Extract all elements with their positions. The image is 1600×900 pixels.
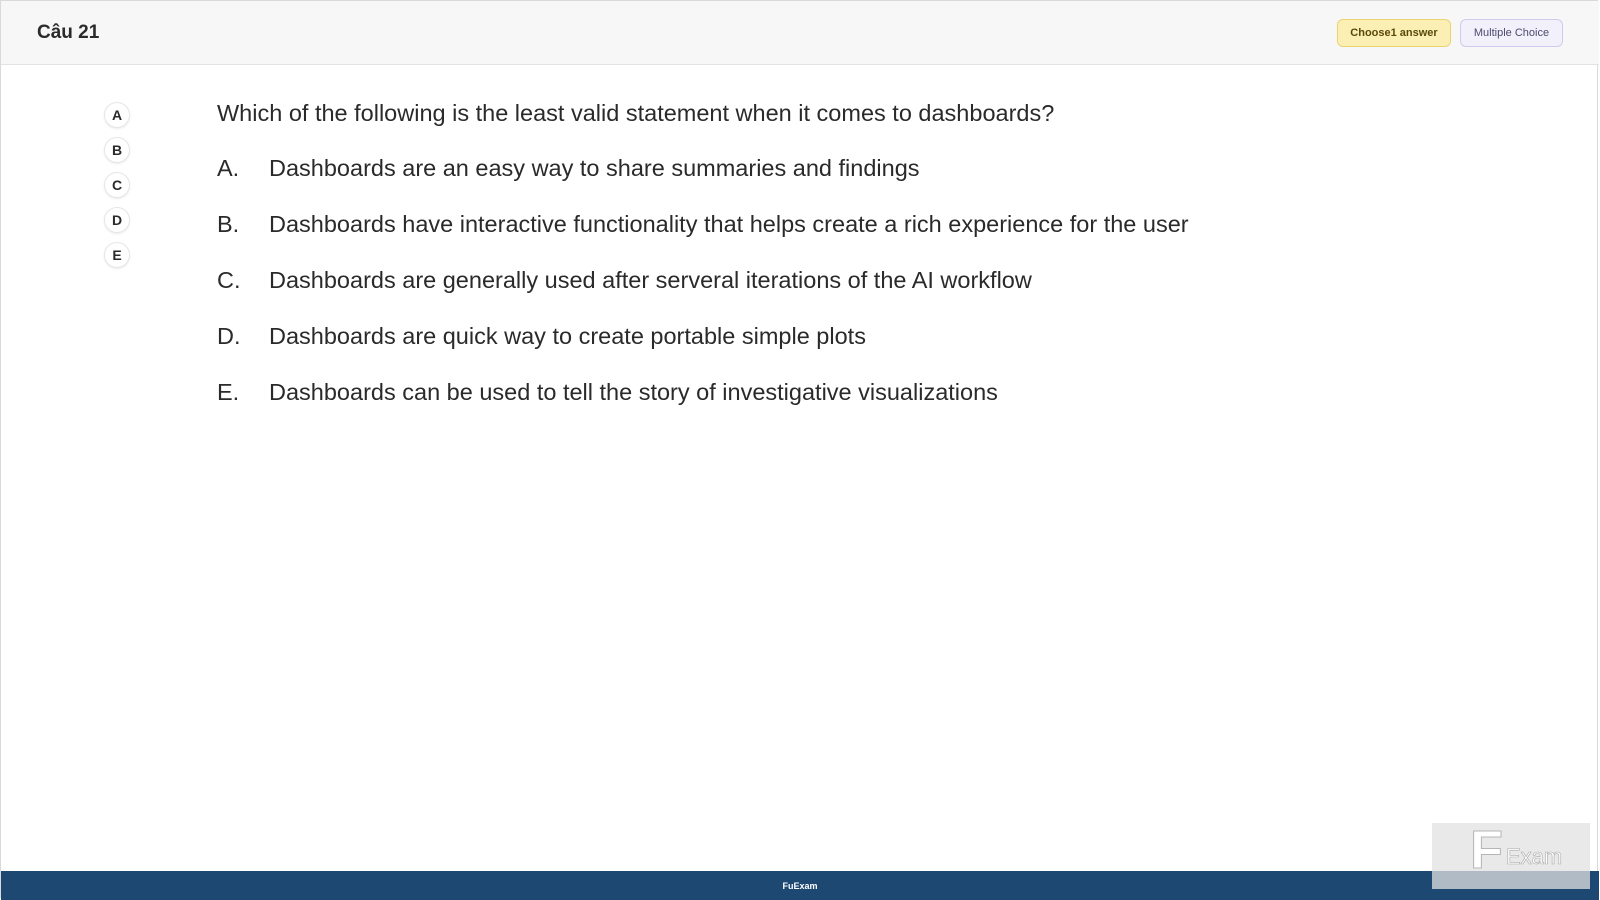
answer-option-d — [217, 323, 1189, 379]
question-type-badge: Multiple Choice — [1460, 19, 1563, 47]
answer-option-a — [217, 155, 1189, 211]
answer-text: Dashboards have interactive functionality that helps create a rich experience for the user — [269, 211, 1189, 237]
answer-option-e — [217, 379, 1189, 435]
choose-answer-badge: Choose1 answer — [1337, 19, 1451, 47]
answer-text: Dashboards are generally used after serveral iterations of the AI workflow — [269, 267, 1032, 293]
select-option-d[interactable]: D — [104, 207, 130, 233]
answer-letter: D. — [217, 323, 241, 349]
answer-text: Dashboards are quick way to create portable simple plots — [269, 323, 866, 349]
select-option-c[interactable]: C — [104, 172, 130, 198]
answer-selector — [104, 102, 130, 277]
watermark-text: Exam — [1506, 844, 1563, 869]
select-option-a[interactable]: A — [104, 102, 130, 128]
select-option-e[interactable]: E — [104, 242, 130, 268]
answer-text: Dashboards can be used to tell the story of investigative visualizations — [269, 379, 998, 405]
fuexam-watermark-logo — [1432, 820, 1590, 889]
select-option-b[interactable]: B — [104, 137, 130, 163]
question-header — [1, 1, 1599, 65]
question-number: Câu 21 — [37, 22, 100, 43]
question-text: Which of the following is the least valid statement when it comes to dashboards? — [217, 100, 1055, 126]
watermark-monogram: F — [1470, 820, 1503, 880]
answer-letter: C. — [217, 267, 241, 293]
answer-letter: B. — [217, 211, 240, 237]
answer-letter: E. — [217, 379, 240, 405]
footer-bar — [1, 871, 1599, 900]
answer-option-c — [217, 267, 1189, 323]
footer-brand: FuExam — [782, 880, 818, 891]
answer-letter: A. — [217, 155, 240, 181]
answer-option-b — [217, 211, 1189, 267]
answer-list — [217, 155, 1189, 435]
answer-text: Dashboards are an easy way to share summaries and findings — [269, 155, 920, 181]
